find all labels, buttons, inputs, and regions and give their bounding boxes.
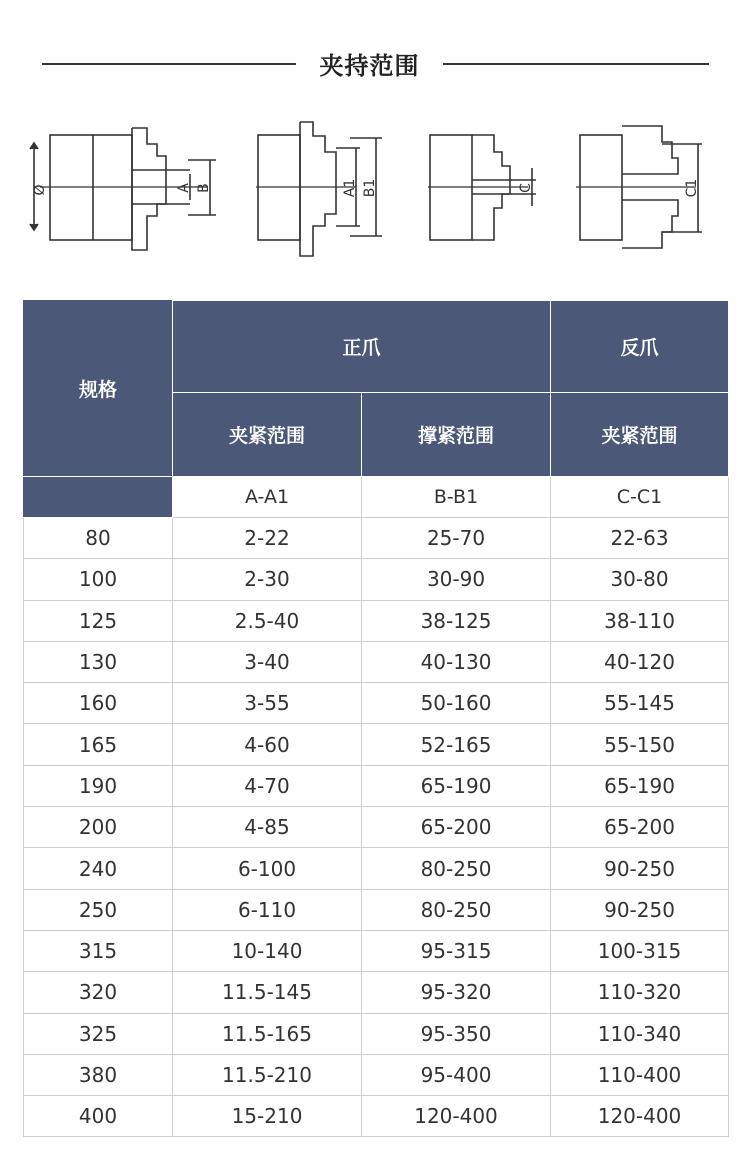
cell-c-c1: 65-200 <box>551 807 729 848</box>
cell-a-a1: 6-100 <box>173 848 362 889</box>
section-title <box>0 44 750 84</box>
cell-a-a1: 10-140 <box>173 930 362 971</box>
header-spec-continued <box>24 477 173 518</box>
cell-spec: 325 <box>24 1013 173 1054</box>
cell-a-a1: 4-60 <box>173 724 362 765</box>
cell-b-b1: 95-400 <box>362 1054 551 1095</box>
cell-a-a1: 2-22 <box>173 518 362 559</box>
header-col-c: C-C1 <box>551 477 729 518</box>
table-row <box>24 972 729 1013</box>
cell-spec: 250 <box>24 889 173 930</box>
cell-spec: 80 <box>24 518 173 559</box>
cell-spec: 100 <box>24 559 173 600</box>
label-c: C <box>518 183 534 193</box>
cell-spec: 240 <box>24 848 173 889</box>
title-divider-right <box>443 63 709 65</box>
cell-spec: 315 <box>24 930 173 971</box>
cell-a-a1: 4-70 <box>173 765 362 806</box>
table-row <box>24 930 729 971</box>
table-body <box>24 518 729 1137</box>
cell-b-b1: 80-250 <box>362 848 551 889</box>
header-spec: 规格 <box>24 301 173 477</box>
title-text: 夹持范围 <box>319 52 420 80</box>
header-forward-jaw: 正爪 <box>173 301 551 393</box>
cell-a-a1: 15-210 <box>173 1096 362 1137</box>
cell-b-b1: 95-320 <box>362 972 551 1013</box>
cell-a-a1: 2.5-40 <box>173 600 362 641</box>
table-row <box>24 848 729 889</box>
cell-c-c1: 110-340 <box>551 1013 729 1054</box>
cell-spec: 165 <box>24 724 173 765</box>
label-b: B <box>196 183 212 193</box>
label-phi: Ø <box>32 184 48 196</box>
cell-a-a1: 6-110 <box>173 889 362 930</box>
table-row <box>24 1096 729 1137</box>
label-b1: B1 <box>362 178 378 198</box>
cell-c-c1: 110-400 <box>551 1054 729 1095</box>
cell-a-a1: 3-40 <box>173 641 362 682</box>
label-c1: C1 <box>684 178 700 198</box>
cell-a-a1: 4-85 <box>173 807 362 848</box>
table-row <box>24 1054 729 1095</box>
table-row <box>24 889 729 930</box>
cell-c-c1: 38-110 <box>551 600 729 641</box>
label-a: A <box>176 183 192 193</box>
jaw-diagram-svg <box>20 118 730 264</box>
cell-spec: 190 <box>24 765 173 806</box>
cell-a-a1: 11.5-165 <box>173 1013 362 1054</box>
cell-spec: 130 <box>24 641 173 682</box>
table-row <box>24 559 729 600</box>
cell-spec: 125 <box>24 600 173 641</box>
cell-a-a1: 11.5-145 <box>173 972 362 1013</box>
cell-b-b1: 65-190 <box>362 765 551 806</box>
cell-spec: 200 <box>24 807 173 848</box>
cell-b-b1: 30-90 <box>362 559 551 600</box>
cell-c-c1: 90-250 <box>551 889 729 930</box>
cell-a-a1: 3-55 <box>173 683 362 724</box>
table-row <box>24 683 729 724</box>
cell-c-c1: 40-120 <box>551 641 729 682</box>
cell-b-b1: 52-165 <box>362 724 551 765</box>
header-reverse-clamp-range: 夹紧范围 <box>551 393 729 477</box>
clamping-range-table <box>23 300 729 1137</box>
cell-c-c1: 90-250 <box>551 848 729 889</box>
cell-c-c1: 55-150 <box>551 724 729 765</box>
cell-spec: 320 <box>24 972 173 1013</box>
header-brace-range: 撑紧范围 <box>362 393 551 477</box>
cell-c-c1: 100-315 <box>551 930 729 971</box>
table-row <box>24 641 729 682</box>
cell-b-b1: 120-400 <box>362 1096 551 1137</box>
cell-c-c1: 55-145 <box>551 683 729 724</box>
header-clamp-range: 夹紧范围 <box>173 393 362 477</box>
cell-b-b1: 50-160 <box>362 683 551 724</box>
cell-b-b1: 95-350 <box>362 1013 551 1054</box>
table-row <box>24 518 729 559</box>
cell-b-b1: 40-130 <box>362 641 551 682</box>
table-row <box>24 1013 729 1054</box>
table-row <box>24 724 729 765</box>
table-row <box>24 765 729 806</box>
cell-b-b1: 38-125 <box>362 600 551 641</box>
cell-c-c1: 110-320 <box>551 972 729 1013</box>
header-col-a: A-A1 <box>173 477 362 518</box>
cell-c-c1: 120-400 <box>551 1096 729 1137</box>
title-divider-left <box>42 63 296 65</box>
cell-c-c1: 65-190 <box>551 765 729 806</box>
cell-b-b1: 80-250 <box>362 889 551 930</box>
header-reverse-jaw: 反爪 <box>551 301 729 393</box>
jaw-diagram <box>20 118 730 264</box>
cell-spec: 380 <box>24 1054 173 1095</box>
label-a1: A1 <box>342 178 358 198</box>
cell-b-b1: 95-315 <box>362 930 551 971</box>
cell-b-b1: 65-200 <box>362 807 551 848</box>
table-row <box>24 600 729 641</box>
cell-c-c1: 22-63 <box>551 518 729 559</box>
table-row <box>24 807 729 848</box>
cell-a-a1: 2-30 <box>173 559 362 600</box>
header-col-b: B-B1 <box>362 477 551 518</box>
cell-a-a1: 11.5-210 <box>173 1054 362 1095</box>
cell-spec: 160 <box>24 683 173 724</box>
cell-c-c1: 30-80 <box>551 559 729 600</box>
cell-spec: 400 <box>24 1096 173 1137</box>
cell-b-b1: 25-70 <box>362 518 551 559</box>
